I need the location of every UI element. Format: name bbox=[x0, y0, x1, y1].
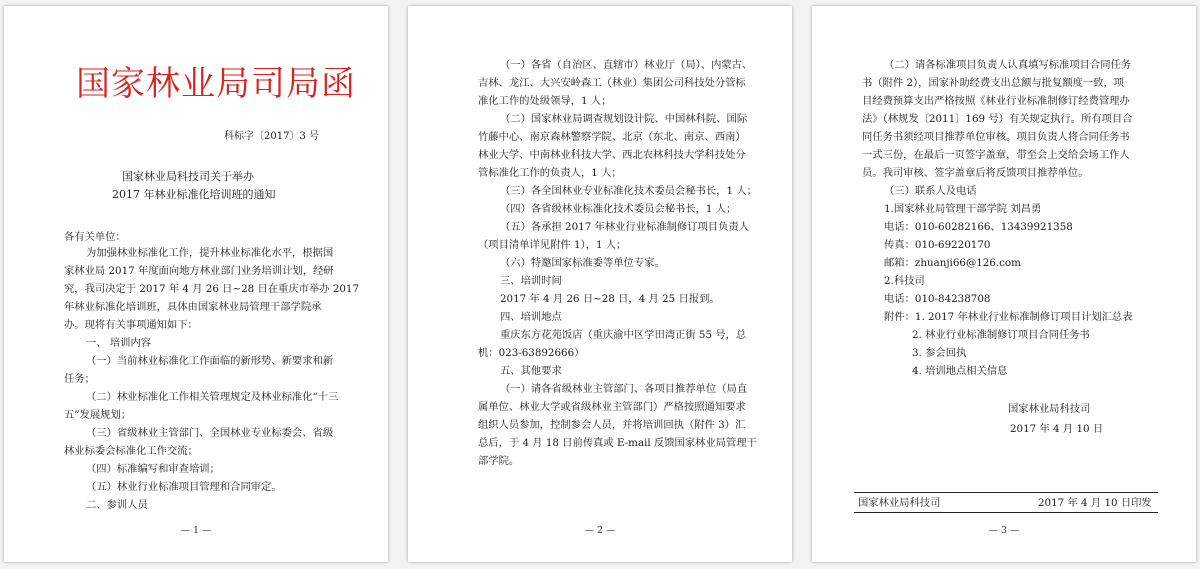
body-line: 机：023-63892666） bbox=[478, 347, 585, 359]
body-line: 林业标委会标准化工作交流； bbox=[64, 445, 198, 457]
body-line: 部学院。 bbox=[478, 455, 520, 467]
body-line: 目经费预算支出严格按照《林业行业标准制修订经费管理办 bbox=[862, 95, 1130, 107]
document-page-2 bbox=[408, 6, 792, 562]
body-line: 竹藤中心、南京森林警察学院、北京（东北、南京、西南） bbox=[478, 131, 746, 143]
attachment-line: 4. 培训地点相关信息 bbox=[912, 365, 1008, 377]
body-line: 家林业局 2017 年度面向地方林业部门业务培训计划，经研 bbox=[64, 265, 334, 277]
letterhead-title: 国家林业局司局函 bbox=[76, 64, 356, 104]
body-line: （一）各省（自治区、直辖市）林业厅（局）、内蒙古、 bbox=[500, 59, 753, 71]
body-line: 任务； bbox=[64, 373, 95, 385]
body-line: （二）林业标准化工作相关管理规定及林业标准化“十三 bbox=[86, 391, 339, 403]
body-line: （四）各省级林业标准化技术委员会秘书长，1 人； bbox=[500, 203, 737, 215]
contact-line: 电话：010-60282166、13439921358 bbox=[884, 221, 1073, 233]
body-line: 办。现将有关事项通知如下： bbox=[64, 319, 198, 331]
body-line: 2017 年 4 月 26 日~28 日，4 月 25 日报到。 bbox=[500, 293, 720, 305]
contact-line: 邮箱：zhuanji66@126.com bbox=[884, 257, 1021, 269]
section-heading: 五、其他要求 bbox=[500, 365, 562, 377]
body-line: （六）特邀国家标准委等单位专家。 bbox=[500, 257, 665, 269]
body-line: 准化工作的处级领导，1 人； bbox=[478, 95, 612, 107]
attachment-line: 3. 参会回执 bbox=[912, 347, 967, 359]
body-line: 为加强林业标准化工作，提升林业标准化水平，根据国 bbox=[86, 247, 334, 259]
footer-rule-top bbox=[854, 492, 1158, 493]
body-line: 管标准化工作的负责人，1 人； bbox=[478, 167, 622, 179]
body-line: 法》（林规发〔2011〕169 号）有关规定执行。所有项目合 bbox=[862, 113, 1133, 125]
body-line: 总后，于 4 月 18 日前传真或 E-mail 反馈国家林业局管理干 bbox=[478, 437, 757, 449]
subject-line-1: 国家林业局科技司关于举办 bbox=[122, 170, 254, 183]
footer-org: 国家林业局科技司 bbox=[858, 497, 941, 509]
body-line: 重庆东方花苑饭店（重庆渝中区学田湾正街 55 号，总 bbox=[500, 329, 747, 341]
page-number: — 3 — bbox=[988, 525, 1020, 536]
body-line: 年林业标准化培训班，具体由国家林业局管理干部学院承 bbox=[64, 301, 322, 313]
body-line: （二）国家林业局调查规划设计院、中国林科院、国际 bbox=[500, 113, 748, 125]
attachment-line: 附件：1. 2017 年林业行业标准制修订项目计划汇总表 bbox=[884, 311, 1133, 323]
contact-line: 2.科技司 bbox=[884, 275, 925, 287]
contact-line: 电话：010-84238708 bbox=[884, 293, 991, 305]
section-heading: 四、培训地点 bbox=[500, 311, 562, 323]
footer-rule-bottom bbox=[854, 512, 1158, 513]
section-heading: 三、培训时间 bbox=[500, 275, 562, 287]
body-line: （四）标准编写和审查培训； bbox=[86, 463, 220, 475]
subject-line-2: 2017 年林业标准化培训班的通知 bbox=[112, 188, 276, 201]
footer-date: 2017 年 4 月 10 日印发 bbox=[1038, 497, 1152, 509]
body-line: 五”发展规划； bbox=[64, 409, 132, 421]
body-line: （五）各承担 2017 年林业行业标准制修订项目负责人 bbox=[500, 221, 749, 233]
section-heading: （三）联系人及电话 bbox=[884, 185, 977, 197]
document-page-3 bbox=[812, 6, 1196, 562]
body-line: （三）各全国林业专业标准化技术委员会秘书长，1 人； bbox=[500, 185, 757, 197]
body-line: （项目清单详见附件 1），1 人； bbox=[478, 239, 627, 251]
body-line: 一式三份，在最后一页签字盖章，带至会上交给会场工作人 bbox=[862, 149, 1130, 161]
body-line: （三）省级林业主管部门、全国林业专业标委会、省级 bbox=[86, 427, 334, 439]
page-number: — 1 — bbox=[180, 525, 212, 536]
body-line: 书（附件 2），国家补助经费支出总额与批复额度一致，项 bbox=[862, 77, 1125, 89]
contact-line: 传真：010-69220170 bbox=[884, 239, 991, 251]
attachment-line: 2. 林业行业标准制修订项目合同任务书 bbox=[912, 329, 1090, 341]
body-line: 员。我司审核、签字盖章后将反馈项目推荐单位。 bbox=[862, 167, 1089, 179]
body-line: 同任务书须经项目推荐单位审核。项目负责人将合同任务书 bbox=[862, 131, 1130, 143]
body-line: 属单位、林业大学或省级林业主管部门）严格按照通知要求 bbox=[478, 401, 746, 413]
body-line: 究，我司决定于 2017 年 4 月 26 日~28 日在重庆市举办 2017 bbox=[64, 283, 360, 295]
page-number: — 2 — bbox=[584, 525, 616, 536]
salutation: 各有关单位： bbox=[64, 231, 126, 243]
body-line: 吉林、龙江、大兴安岭森工（林业）集团公司科技处分管标 bbox=[478, 77, 746, 89]
body-line: （一）请各省级林业主管部门、各项目推荐单位（局直 bbox=[500, 383, 748, 395]
body-line: （二）请各标准项目负责人认真填写标准项目合同任务 bbox=[884, 59, 1132, 71]
body-line: （一）当前林业标准化工作面临的新形势、新要求和新 bbox=[86, 355, 334, 367]
document-page-1 bbox=[4, 6, 388, 562]
document-number: 科标字〔2017〕3 号 bbox=[224, 131, 319, 142]
body-line: 林业大学、中南林业科技大学、西北农林科技大学科技处分 bbox=[478, 149, 746, 161]
section-heading: 二、参训人员 bbox=[86, 499, 148, 511]
body-line: （五）林业行业标准项目管理和合同审定。 bbox=[86, 481, 282, 493]
section-heading: 一、 培训内容 bbox=[86, 337, 152, 349]
contact-line: 1.国家林业局管理干部学院 刘昌勇 bbox=[884, 203, 1042, 215]
body-line: 组织人员参加，控制参会人员，并将培训回执（附件 3）汇 bbox=[478, 419, 746, 431]
signature-org: 国家林业局科技司 bbox=[1008, 403, 1091, 415]
signature-date: 2017 年 4 月 10 日 bbox=[1010, 423, 1104, 435]
